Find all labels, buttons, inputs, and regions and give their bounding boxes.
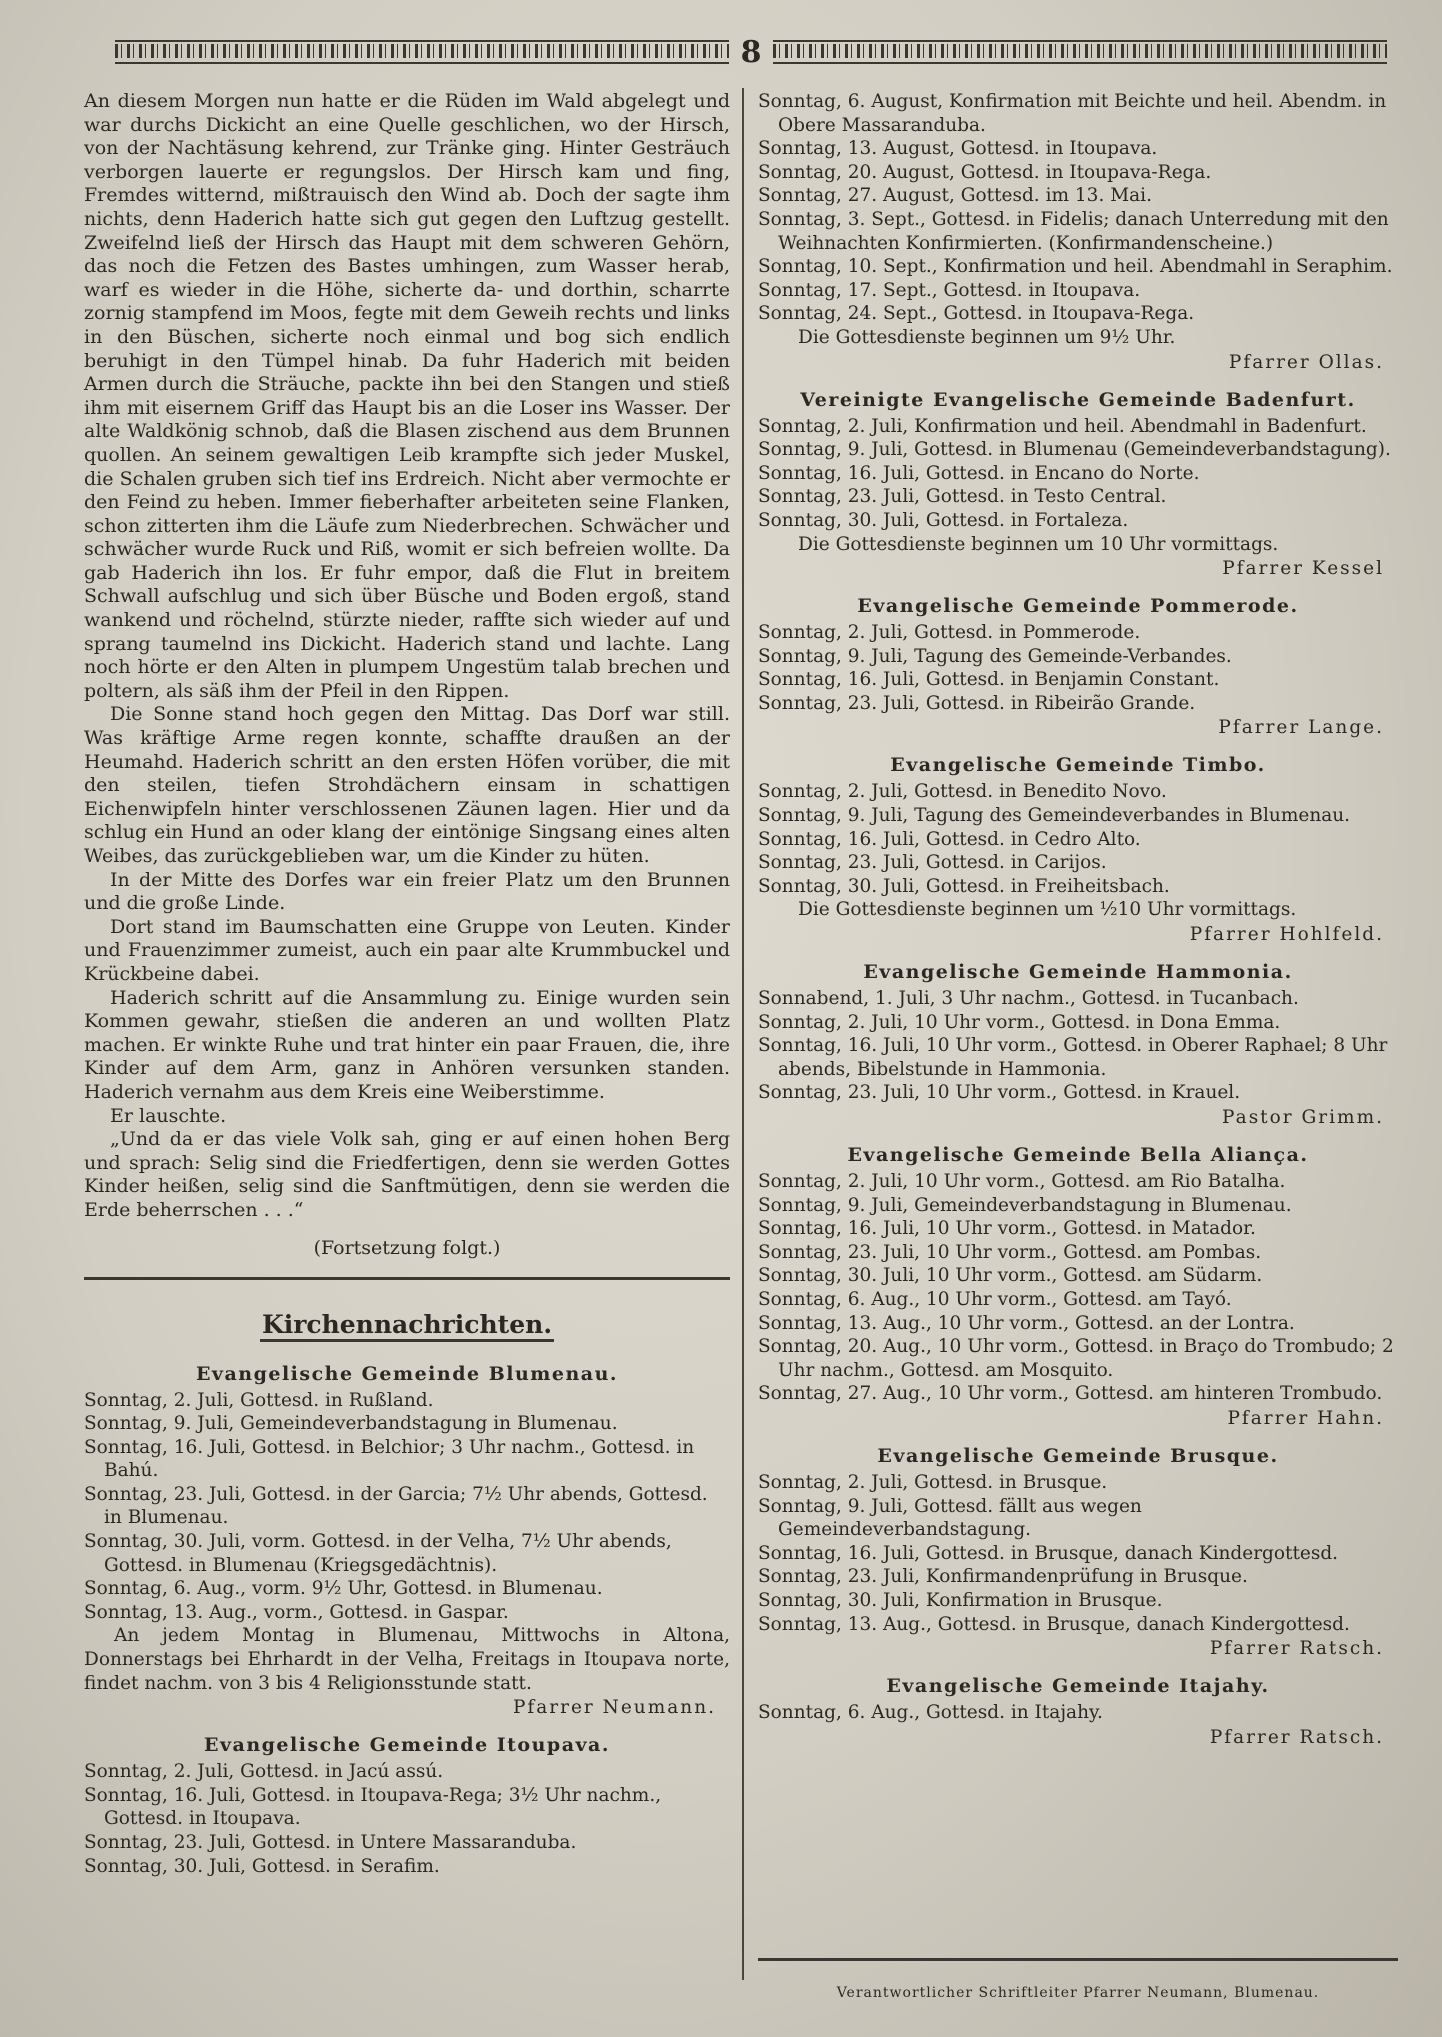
service-entry: Sonntag, 23. Juli, Gottesd. in der Garcia; 7½ Uhr abends, Gottesd. in Blumenau. — [84, 1483, 708, 1529]
story-paragraph: Haderich schritt auf die Ansammlung zu. Einige wurden sein Kommen gewahr, stießen die anderen an und wollten Platz machen. Er winkte Ruhe und trat hinter ein paar Frauen, die, ihre Kinder auf dem Arm, ganz in Anhören versunken standen. Haderich vernahm aus dem Kreis eine Weiberstimme. — [84, 986, 730, 1103]
service-entry: Sonntag, 20. Aug., 10 Uhr vorm., Gottesd. in Braço do Trombudo; 2 Uhr nachm., Gottesd. am Mosquito. — [758, 1336, 1394, 1381]
imprint-footer: Verantwortlicher Schriftleiter Pfarrer Neumann, Blumenau. — [758, 1958, 1398, 2001]
section-title: Evangelische Gemeinde Bella Aliança. — [847, 1144, 1309, 1166]
service-entry: Sonntag, 13. Aug., vorm., Gottesd. in Gaspar. — [84, 1601, 509, 1623]
kirchennachrichten-heading: Kirchennachrichten. — [260, 1310, 554, 1342]
section-itoupava — [84, 1733, 730, 1878]
service-entry: Sonntag, 2. Juli, 10 Uhr vorm., Gottesd. in Dona Emma. — [758, 1011, 1281, 1033]
pastor-signature: Pfarrer Ratsch. — [1209, 1726, 1384, 1748]
header-ornament-left — [115, 40, 729, 64]
service-entry: Sonntag, 13. Aug., Gottesd. in Brusque, danach Kindergottesd. — [758, 1613, 1350, 1635]
pastor-signature: Pfarrer Hohlfeld. — [1189, 924, 1384, 946]
section-title: Evangelische Gemeinde Pommerode. — [857, 595, 1299, 618]
section-pommerode — [758, 594, 1398, 741]
service-entry: Sonntag, 2. Juli, Konfirmation und heil. Abendmahl in Badenfurt. — [758, 415, 1367, 437]
service-entry: Sonntag, 2. Juli, Gottesd. in Brusque. — [758, 1471, 1108, 1493]
pastor-signature: Pfarrer Ollas. — [1228, 351, 1384, 373]
service-entry: Sonntag, 20. August, Gottesd. in Itoupava-Rega. — [758, 161, 1212, 183]
page-number: 8 — [740, 34, 762, 70]
header-ornament-right — [773, 40, 1387, 64]
service-entry: Sonntag, 30. Juli, Gottesd. in Serafim. — [84, 1855, 440, 1877]
service-entry: Sonntag, 13. Aug., 10 Uhr vorm., Gottesd. an der Lontra. — [758, 1312, 1295, 1334]
service-entry: Sonntag, 10. Sept., Konfirmation und heil. Abendmahl in Seraphim. — [758, 256, 1393, 278]
section-note: Die Gottesdienste beginnen um 9½ Uhr. — [798, 326, 1176, 348]
service-entry: Sonntag, 23. Juli, 10 Uhr vorm., Gottesd. in Krauel. — [758, 1082, 1241, 1104]
service-entry: Sonntag, 13. August, Gottesd. in Itoupava. — [758, 138, 1158, 160]
service-entry: Sonntag, 17. Sept., Gottesd. in Itoupava. — [758, 279, 1141, 301]
right-column — [758, 90, 1398, 1761]
pastor-signature: Pfarrer Neumann. — [512, 1697, 716, 1719]
service-entry: Sonntag, 6. Aug., vorm. 9½ Uhr, Gottesd. in Blumenau. — [84, 1578, 603, 1600]
section-badenfurt — [758, 388, 1398, 583]
story — [84, 90, 730, 1259]
left-column — [84, 90, 730, 1888]
service-entry: Sonntag, 9. Juli, Gottesd. in Blumenau (Gemeindeverbandstagung). — [758, 439, 1391, 461]
service-entry: Sonntag, 23. Juli, Konfirmandenprüfung in Brusque. — [758, 1566, 1248, 1588]
service-entry: Sonntag, 16. Juli, Gottesd. in Brusque, danach Kindergottesd. — [758, 1542, 1339, 1564]
service-entry: Sonntag, 16. Juli, Gottesd. in Encano do Norte. — [758, 462, 1200, 484]
pastor-signature: Pfarrer Hahn. — [1227, 1407, 1384, 1429]
service-entry: Sonntag, 16. Juli, 10 Uhr vorm., Gottesd. in Matador. — [758, 1218, 1256, 1240]
section-title: Vereinigte Evangelische Gemeinde Badenfurt. — [800, 388, 1356, 411]
section-bella-alianca — [758, 1143, 1398, 1432]
service-entry: Sonntag, 2. Juli, Gottesd. in Rußland. — [84, 1389, 434, 1411]
section-title: Evangelische Gemeinde Itajahy. — [886, 1675, 1270, 1698]
service-entry: Sonntag, 6. Aug., Gottesd. in Itajahy. — [758, 1702, 1103, 1724]
story-paragraph: Die Sonne stand hoch gegen den Mittag. Das Dorf war still. Was kräftige Arme regen konnte, schaffte draußen an der Heumahd. Haderich schritt an den ersten Höfen vorüber, die mit den steilen, tiefen Strohdächern einsam in schattigen Eichenwipfeln hinter verschlossenen Zäunen lagen. Hier und da schlug ein Hund an oder klang der eintönige Singsang eines alten Weibes, das zurückgeblieben war, um die Kinder zu hüten. — [84, 703, 730, 867]
service-entry: Sonntag, 16. Juli, Gottesd. in Benjamin Constant. — [758, 669, 1220, 691]
service-entry: Sonntag, 23. Juli, 10 Uhr vorm., Gottesd. am Pombas. — [758, 1241, 1262, 1263]
service-entry: Sonntag, 23. Juli, Gottesd. in Carijos. — [758, 852, 1107, 874]
section-note: Die Gottesdienste beginnen um 10 Uhr vormittags. — [798, 533, 1279, 555]
service-entry: Sonntag, 6. Aug., 10 Uhr vorm., Gottesd. am Tayó. — [758, 1288, 1232, 1310]
section-timbo — [758, 753, 1398, 948]
section-note: Die Gottesdienste beginnen um ½10 Uhr vormittags. — [798, 899, 1297, 921]
section-note: An jedem Montag in Blumenau, Mittwochs in Altona, Donnerstags bei Ehrhardt in der Velha, Freitags in Itoupava norte, findet nachm. von 3 bis 4 Religionsstunde statt. — [84, 1625, 730, 1694]
service-entry: Sonntag, 16. Juli, Gottesd. in Itoupava-Rega; 3½ Uhr nachm., Gottesd. in Itoupava. — [84, 1784, 662, 1830]
section-title: Evangelische Gemeinde Hammonia. — [863, 961, 1293, 984]
pastor-signature: Pfarrer Kessel — [1222, 558, 1384, 580]
service-entry: Sonntag, 9. Juli, Tagung des Gemeindeverbandes in Blumenau. — [758, 805, 1351, 827]
service-entry: Sonntag, 30. Juli, Gottesd. in Freiheitsbach. — [758, 875, 1170, 897]
section-itoupava-continued — [758, 90, 1398, 376]
service-entry: Sonntag, 16. Juli, Gottesd. in Belchior; 3 Uhr nachm., Gottesd. in Bahú. — [84, 1436, 695, 1482]
section-title: Evangelische Gemeinde Timbo. — [890, 754, 1266, 777]
story-paragraph: Er lauschte. — [110, 1104, 227, 1127]
service-entry: Sonntag, 3. Sept., Gottesd. in Fidelis; danach Unterredung mit den Weihnachten Konfirmierten. (Konfirmandenscheine.) — [758, 208, 1389, 254]
service-entry: Sonntag, 30. Juli, vorm. Gottesd. in der Velha, 7½ Uhr abends, Gottesd. in Blumenau (Kriegsgedächtnis). — [84, 1531, 672, 1576]
story-paragraph: An diesem Morgen nun hatte er die Rüden im Wald abgelegt und war durchs Dickicht an eine Quelle geschlichen, wo der Hirsch, von der Nachtäsung kehrend, zur Tränke ging. Hinter Gesträuch verborgen lauerte er regungslos. Der Hirsch kam und fing, Fremdes witternd, mißtrauisch den Wind ab. Doch der sagte ihm nichts, denn Haderich hatte sich gut gegen den Luftzug gestellt. Zweifelnd ließ der Hirsch das Haupt mit dem schweren Gehörn, das noch die Fetzen des Bastes umhingen, zum Wasser herab, warf es wieder in die Höhe, sicherte da- und dorthin, scharrte zornig stampfend im Moos, fegte mit dem Geweih rechts und links in den Büschen, sicherte noch einmal und bog sich endlich beruhigt in den Tümpel hinab. Da fuhr Haderich mit beiden Armen durch die Sträuche, packte ihn bei den Stangen und stieß ihm mit eisernem Griff das Haupt bis an die Loser ins Wasser. Der alte Waldkönig schnob, daß die Blasen zischend aus dem Brunnen quollen. An seinem gewaltigen Leib krampfte sich jeder Muskel, die Schalen gruben sich tief ins Erdreich. Nicht aber vermochte er den Feind zu heben. Immer fieberhafter arbeiteten seine Flanken, schon zitterten ihm die Läufe zum Niederbrechen. Schwächer und schwächer wurde Ruck und Riß, womit er sich befreien wollte. Da gab Haderich ihn los. Er fuhr empor, daß die Flut in breitem Schwall aufschlug und sich über Büsche und Boden ergoß, stand wankend und röchelnd, stürzte nieder, raffte sich wieder auf und sprang taumelnd ins Dickicht. Haderich stand und lachte. Lang noch hörte er den Alten in plumpem Ungestüm talab brechen und poltern, als säß ihm der Pfeil in den Rippen. — [84, 90, 730, 702]
pastor-signature: Pfarrer Ratsch. — [1209, 1638, 1384, 1660]
section-itajahy — [758, 1674, 1398, 1751]
section-title: Evangelische Gemeinde Blumenau. — [195, 1362, 619, 1385]
service-entry: Sonntag, 2. Juli, Gottesd. in Jacú assú. — [84, 1761, 444, 1783]
story-paragraph: Dort stand im Baumschatten eine Gruppe von Leuten. Kinder und Frauenzimmer zumeist, auch ein paar alte Krummbuckel und Krückbeine dabei. — [84, 915, 730, 985]
section-rule — [84, 1277, 730, 1280]
service-entry: Sonntag, 6. August, Konfirmation mit Beichte und heil. Abendm. in Obere Massaranduba. — [758, 91, 1387, 136]
column-divider — [742, 88, 744, 1980]
page-header — [115, 34, 1387, 70]
service-entry: Sonntag, 23. Juli, Gottesd. in Untere Massaranduba. — [84, 1832, 577, 1853]
pastor-signature: Pastor Grimm. — [1222, 1107, 1384, 1128]
service-entry: Sonntag, 2. Juli, Gottesd. in Pommerode. — [758, 622, 1141, 644]
service-entry: Sonntag, 30. Juli, Gottesd. in Fortaleza. — [758, 509, 1129, 531]
service-entry: Sonntag, 23. Juli, Gottesd. in Testo Central. — [758, 486, 1167, 508]
service-entry: Sonntag, 2. Juli, Gottesd. in Benedito Novo. — [758, 781, 1167, 803]
service-entry: Sonntag, 16. Juli, 10 Uhr vorm., Gottesd. in Oberer Raphael; 8 Uhr abends, Bibelstunde in Hammonia. — [758, 1035, 1388, 1080]
section-title: Evangelische Gemeinde Itoupava. — [204, 1734, 610, 1757]
section-blumenau — [84, 1362, 730, 1722]
service-entry: Sonntag, 24. Sept., Gottesd. in Itoupava-Rega. — [758, 303, 1195, 325]
service-entry: Sonntag, 27. Aug., 10 Uhr vorm., Gottesd. am hinteren Trombudo. — [758, 1383, 1383, 1405]
section-hammonia — [758, 960, 1398, 1131]
service-entry: Sonntag, 16. Juli, Gottesd. in Cedro Alto. — [758, 828, 1141, 850]
continued-note: (Fortsetzung folgt.) — [313, 1236, 501, 1259]
service-entry: Sonntag, 9. Juli, Tagung des Gemeinde-Verbandes. — [758, 645, 1232, 667]
service-entry: Sonntag, 9. Juli, Gemeindeverbandstagung in Blumenau. — [84, 1413, 618, 1435]
service-entry: Sonntag, 9. Juli, Gemeindeverbandstagung in Blumenau. — [758, 1194, 1292, 1216]
section-brusque — [758, 1444, 1398, 1662]
service-entry: Sonntag, 23. Juli, Gottesd. in Ribeirão Grande. — [758, 692, 1196, 714]
section-title: Evangelische Gemeinde Brusque. — [877, 1444, 1279, 1467]
service-entry: Sonntag, 2. Juli, 10 Uhr vorm., Gottesd. am Rio Batalha. — [758, 1171, 1286, 1192]
pastor-signature: Pfarrer Lange. — [1218, 717, 1384, 739]
service-entry: Sonntag, 30. Juli, 10 Uhr vorm., Gottesd. am Südarm. — [758, 1265, 1263, 1287]
service-entry: Sonntag, 30. Juli, Konfirmation in Brusque. — [758, 1589, 1163, 1611]
service-entry: Sonntag, 27. August, Gottesd. im 13. Mai. — [758, 185, 1152, 207]
service-entry: Sonntag, 9. Juli, Gottesd. fällt aus wegen Gemeindeverbandstagung. — [758, 1495, 1142, 1541]
story-paragraph: „Und da er das viele Volk sah, ging er auf einen hohen Berg und sprach: Selig sind die Friedfertigen, denn sie werden Gottes Kinder heißen, selig sind die Sanftmütigen, denn sie werden die Erde beherrschen . . .“ — [84, 1128, 730, 1221]
service-entry: Sonnabend, 1. Juli, 3 Uhr nachm., Gottesd. in Tucanbach. — [758, 988, 1299, 1010]
story-paragraph: In der Mitte des Dorfes war ein freier Platz um den Brunnen und die große Linde. — [84, 868, 730, 915]
